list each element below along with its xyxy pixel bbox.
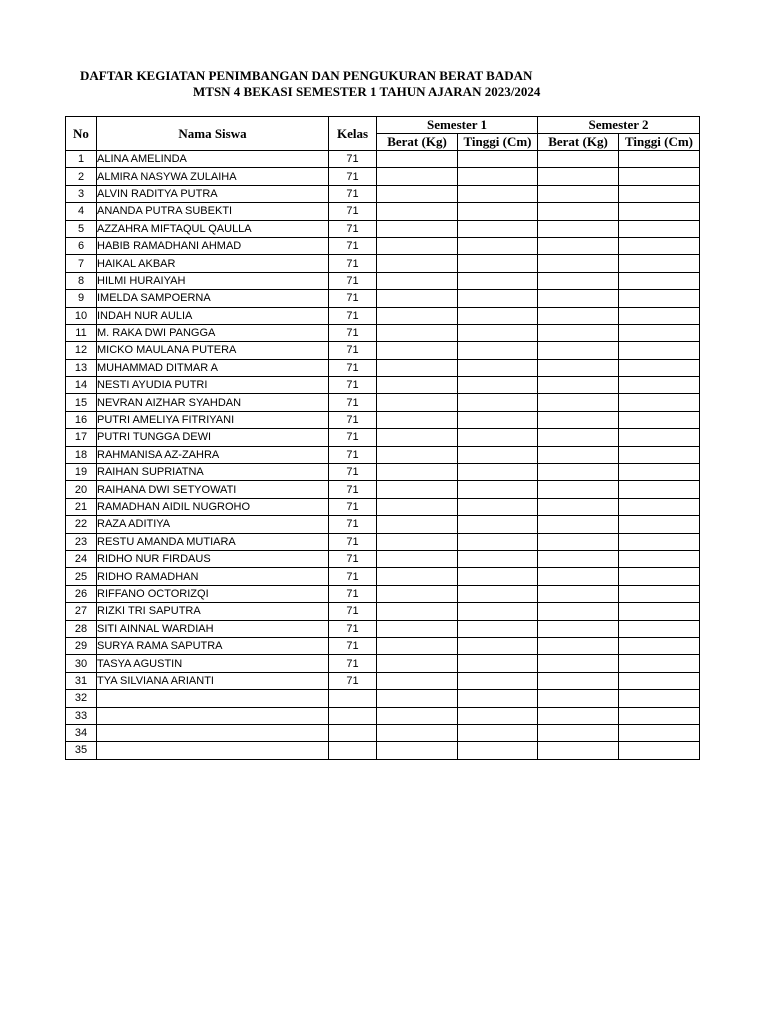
row-number: 26 — [66, 585, 97, 602]
student-name: INDAH NUR AULIA — [97, 307, 329, 324]
semester-2-height-cell — [619, 550, 700, 567]
class-value: 71 — [329, 394, 377, 411]
table-row — [66, 464, 700, 481]
semester-1-weight-cell — [377, 464, 458, 481]
semester-1-weight-cell — [377, 411, 458, 428]
semester-2-weight-cell — [538, 220, 619, 237]
semester-1-height-cell — [458, 272, 538, 289]
semester-2-height-cell — [619, 377, 700, 394]
class-value: 71 — [329, 429, 377, 446]
class-value: 71 — [329, 272, 377, 289]
table-row — [66, 724, 700, 741]
class-value: 71 — [329, 307, 377, 324]
semester-2-height-cell — [619, 637, 700, 654]
row-number: 35 — [66, 742, 97, 759]
student-name: RAZA ADITIYA — [97, 516, 329, 533]
semester-1-height-cell — [458, 220, 538, 237]
semester-2-height-cell — [619, 185, 700, 202]
semester-1-height-cell — [458, 255, 538, 272]
semester-1-weight-cell — [377, 724, 458, 741]
semester-1-height-cell — [458, 516, 538, 533]
semester-1-weight-cell — [377, 585, 458, 602]
class-value — [329, 742, 377, 759]
semester-1-height-cell — [458, 707, 538, 724]
table-row — [66, 359, 700, 376]
semester-2-weight-cell — [538, 324, 619, 341]
row-number: 14 — [66, 377, 97, 394]
row-number: 11 — [66, 324, 97, 341]
student-name: M. RAKA DWI PANGGA — [97, 324, 329, 341]
student-name: HAIKAL AKBAR — [97, 255, 329, 272]
semester-1-weight-cell — [377, 742, 458, 759]
row-number: 4 — [66, 203, 97, 220]
semester-2-weight-cell — [538, 255, 619, 272]
semester-2-height-cell — [619, 464, 700, 481]
semester-1-weight-cell — [377, 220, 458, 237]
student-name: SURYA RAMA SAPUTRA — [97, 637, 329, 654]
row-number: 17 — [66, 429, 97, 446]
student-name: MUHAMMAD DITMAR A — [97, 359, 329, 376]
semester-2-height-cell — [619, 707, 700, 724]
row-number: 18 — [66, 446, 97, 463]
class-value: 71 — [329, 655, 377, 672]
row-number: 23 — [66, 533, 97, 550]
class-value: 71 — [329, 498, 377, 515]
table-row — [66, 377, 700, 394]
semester-2-weight-cell — [538, 533, 619, 550]
semester-2-weight-cell — [538, 237, 619, 254]
table-row — [66, 290, 700, 307]
table-row — [66, 203, 700, 220]
header-kelas: Kelas — [329, 117, 377, 151]
table-row — [66, 498, 700, 515]
semester-1-height-cell — [458, 481, 538, 498]
semester-2-weight-cell — [538, 481, 619, 498]
table-row — [66, 394, 700, 411]
student-name — [97, 724, 329, 741]
class-value: 71 — [329, 255, 377, 272]
row-number: 2 — [66, 168, 97, 185]
student-name: RAIHANA DWI SETYOWATI — [97, 481, 329, 498]
row-number: 24 — [66, 550, 97, 567]
semester-1-height-cell — [458, 672, 538, 689]
row-number: 21 — [66, 498, 97, 515]
student-name: TASYA AGUSTIN — [97, 655, 329, 672]
row-number: 6 — [66, 237, 97, 254]
semester-1-height-cell — [458, 637, 538, 654]
header-s2-tinggi: Tinggi (Cm) — [619, 134, 700, 151]
semester-2-weight-cell — [538, 672, 619, 689]
semester-1-height-cell — [458, 307, 538, 324]
header-semester-2: Semester 2 — [538, 117, 700, 134]
semester-2-height-cell — [619, 672, 700, 689]
semester-2-height-cell — [619, 203, 700, 220]
semester-2-height-cell — [619, 168, 700, 185]
header-s1-berat: Berat (Kg) — [377, 134, 458, 151]
semester-2-weight-cell — [538, 707, 619, 724]
row-number: 30 — [66, 655, 97, 672]
semester-2-weight-cell — [538, 307, 619, 324]
header-no: No — [66, 117, 97, 151]
semester-2-weight-cell — [538, 637, 619, 654]
class-value: 71 — [329, 342, 377, 359]
row-number: 15 — [66, 394, 97, 411]
semester-1-height-cell — [458, 550, 538, 567]
semester-1-weight-cell — [377, 255, 458, 272]
semester-2-weight-cell — [538, 603, 619, 620]
row-number: 29 — [66, 637, 97, 654]
semester-2-weight-cell — [538, 550, 619, 567]
semester-2-height-cell — [619, 411, 700, 428]
table-row — [66, 707, 700, 724]
class-value: 71 — [329, 516, 377, 533]
class-value: 71 — [329, 151, 377, 168]
semester-1-weight-cell — [377, 429, 458, 446]
semester-1-height-cell — [458, 185, 538, 202]
table-row — [66, 342, 700, 359]
semester-1-weight-cell — [377, 655, 458, 672]
semester-1-weight-cell — [377, 446, 458, 463]
class-value: 71 — [329, 324, 377, 341]
class-value — [329, 707, 377, 724]
semester-2-weight-cell — [538, 168, 619, 185]
semester-1-weight-cell — [377, 637, 458, 654]
row-number: 13 — [66, 359, 97, 376]
student-name: HABIB RAMADHANI AHMAD — [97, 237, 329, 254]
table-row — [66, 533, 700, 550]
table-row — [66, 185, 700, 202]
semester-1-height-cell — [458, 394, 538, 411]
semester-1-weight-cell — [377, 550, 458, 567]
row-number: 16 — [66, 411, 97, 428]
table-row — [66, 603, 700, 620]
row-number: 31 — [66, 672, 97, 689]
semester-2-weight-cell — [538, 585, 619, 602]
table-row — [66, 255, 700, 272]
student-name: TYA SILVIANA ARIANTI — [97, 672, 329, 689]
semester-1-weight-cell — [377, 707, 458, 724]
student-name — [97, 707, 329, 724]
semester-2-weight-cell — [538, 272, 619, 289]
semester-1-height-cell — [458, 429, 538, 446]
semester-2-height-cell — [619, 568, 700, 585]
class-value: 71 — [329, 359, 377, 376]
class-value: 71 — [329, 237, 377, 254]
student-name: HILMI HURAIYAH — [97, 272, 329, 289]
semester-2-weight-cell — [538, 568, 619, 585]
row-number: 33 — [66, 707, 97, 724]
student-name: RIDHO RAMADHAN — [97, 568, 329, 585]
class-value: 71 — [329, 620, 377, 637]
semester-2-height-cell — [619, 237, 700, 254]
semester-1-weight-cell — [377, 359, 458, 376]
semester-2-weight-cell — [538, 359, 619, 376]
table-row — [66, 429, 700, 446]
semester-1-height-cell — [458, 620, 538, 637]
semester-2-height-cell — [619, 620, 700, 637]
class-value: 71 — [329, 290, 377, 307]
semester-1-weight-cell — [377, 290, 458, 307]
table-row — [66, 516, 700, 533]
semester-1-weight-cell — [377, 481, 458, 498]
class-value: 71 — [329, 446, 377, 463]
semester-2-weight-cell — [538, 342, 619, 359]
semester-2-weight-cell — [538, 203, 619, 220]
table-row — [66, 324, 700, 341]
class-value: 71 — [329, 220, 377, 237]
row-number: 12 — [66, 342, 97, 359]
semester-2-height-cell — [619, 690, 700, 707]
semester-2-height-cell — [619, 498, 700, 515]
student-name: RAIHAN SUPRIATNA — [97, 464, 329, 481]
document-subtitle: MTSN 4 BEKASI SEMESTER 1 TAHUN AJARAN 2023/2024 — [193, 84, 541, 99]
table-body — [66, 151, 700, 760]
semester-1-weight-cell — [377, 272, 458, 289]
table-row — [66, 620, 700, 637]
semester-1-height-cell — [458, 237, 538, 254]
semester-2-weight-cell — [538, 377, 619, 394]
semester-1-height-cell — [458, 342, 538, 359]
table-row — [66, 550, 700, 567]
student-name: PUTRI TUNGGA DEWI — [97, 429, 329, 446]
semester-1-weight-cell — [377, 533, 458, 550]
semester-1-height-cell — [458, 377, 538, 394]
row-number: 22 — [66, 516, 97, 533]
header-semester-1: Semester 1 — [377, 117, 538, 134]
semester-1-height-cell — [458, 168, 538, 185]
student-name: MICKO MAULANA PUTERA — [97, 342, 329, 359]
semester-2-weight-cell — [538, 290, 619, 307]
student-name: PUTRI AMELIYA FITRIYANI — [97, 411, 329, 428]
semester-1-height-cell — [458, 359, 538, 376]
class-value: 71 — [329, 603, 377, 620]
class-value: 71 — [329, 585, 377, 602]
class-value: 71 — [329, 185, 377, 202]
semester-2-height-cell — [619, 446, 700, 463]
semester-2-height-cell — [619, 324, 700, 341]
class-value: 71 — [329, 168, 377, 185]
semester-1-weight-cell — [377, 307, 458, 324]
semester-2-height-cell — [619, 516, 700, 533]
semester-2-height-cell — [619, 272, 700, 289]
semester-1-weight-cell — [377, 498, 458, 515]
semester-2-weight-cell — [538, 429, 619, 446]
student-name: RIFFANO OCTORIZQI — [97, 585, 329, 602]
table-row — [66, 411, 700, 428]
table-row — [66, 690, 700, 707]
student-name — [97, 742, 329, 759]
semester-1-weight-cell — [377, 168, 458, 185]
semester-2-weight-cell — [538, 394, 619, 411]
semester-2-height-cell — [619, 220, 700, 237]
semester-1-height-cell — [458, 568, 538, 585]
student-name: RIZKI TRI SAPUTRA — [97, 603, 329, 620]
semester-1-height-cell — [458, 655, 538, 672]
row-number: 25 — [66, 568, 97, 585]
semester-1-weight-cell — [377, 151, 458, 168]
semester-2-height-cell — [619, 533, 700, 550]
table-row — [66, 655, 700, 672]
student-name: NEVRAN AIZHAR SYAHDAN — [97, 394, 329, 411]
class-value: 71 — [329, 377, 377, 394]
semester-1-weight-cell — [377, 394, 458, 411]
semester-2-weight-cell — [538, 742, 619, 759]
semester-2-height-cell — [619, 481, 700, 498]
semester-2-height-cell — [619, 394, 700, 411]
semester-2-height-cell — [619, 307, 700, 324]
semester-1-height-cell — [458, 446, 538, 463]
semester-2-weight-cell — [538, 185, 619, 202]
row-number: 19 — [66, 464, 97, 481]
semester-2-height-cell — [619, 342, 700, 359]
student-name: RIDHO NUR FIRDAUS — [97, 550, 329, 567]
student-name: ALMIRA NASYWA ZULAIHA — [97, 168, 329, 185]
row-number: 5 — [66, 220, 97, 237]
student-name: NESTI AYUDIA PUTRI — [97, 377, 329, 394]
semester-1-height-cell — [458, 324, 538, 341]
semester-1-height-cell — [458, 690, 538, 707]
semester-2-height-cell — [619, 655, 700, 672]
header-s1-tinggi: Tinggi (Cm) — [458, 134, 538, 151]
row-number: 10 — [66, 307, 97, 324]
table-row — [66, 220, 700, 237]
row-number: 28 — [66, 620, 97, 637]
semester-1-weight-cell — [377, 342, 458, 359]
semester-2-weight-cell — [538, 446, 619, 463]
row-number: 9 — [66, 290, 97, 307]
student-name: SITI AINNAL WARDIAH — [97, 620, 329, 637]
semester-1-weight-cell — [377, 568, 458, 585]
semester-1-height-cell — [458, 464, 538, 481]
student-name: RESTU AMANDA MUTIARA — [97, 533, 329, 550]
semester-1-weight-cell — [377, 620, 458, 637]
table-row — [66, 151, 700, 168]
semester-2-weight-cell — [538, 498, 619, 515]
semester-2-weight-cell — [538, 690, 619, 707]
table-row — [66, 307, 700, 324]
semester-1-weight-cell — [377, 203, 458, 220]
table-row — [66, 481, 700, 498]
header-nama-siswa: Nama Siswa — [97, 117, 329, 151]
class-value: 71 — [329, 533, 377, 550]
semester-1-height-cell — [458, 585, 538, 602]
student-name: RAHMANISA AZ-ZAHRA — [97, 446, 329, 463]
document-title: DAFTAR KEGIATAN PENIMBANGAN DAN PENGUKURAN BERAT BADAN — [80, 68, 533, 83]
semester-1-height-cell — [458, 724, 538, 741]
table-row — [66, 585, 700, 602]
semester-2-weight-cell — [538, 151, 619, 168]
student-name: IMELDA SAMPOERNA — [97, 290, 329, 307]
class-value: 71 — [329, 481, 377, 498]
student-name: RAMADHAN AIDIL NUGROHO — [97, 498, 329, 515]
table-row — [66, 672, 700, 689]
semester-2-weight-cell — [538, 411, 619, 428]
class-value: 71 — [329, 568, 377, 585]
semester-2-height-cell — [619, 724, 700, 741]
semester-2-height-cell — [619, 585, 700, 602]
semester-1-weight-cell — [377, 690, 458, 707]
row-number: 20 — [66, 481, 97, 498]
semester-1-weight-cell — [377, 516, 458, 533]
table-row — [66, 742, 700, 759]
class-value: 71 — [329, 550, 377, 567]
semester-2-height-cell — [619, 290, 700, 307]
class-value: 71 — [329, 203, 377, 220]
semester-2-height-cell — [619, 742, 700, 759]
semester-1-weight-cell — [377, 324, 458, 341]
semester-1-height-cell — [458, 533, 538, 550]
semester-2-weight-cell — [538, 620, 619, 637]
class-value: 71 — [329, 411, 377, 428]
header-s2-berat: Berat (Kg) — [538, 134, 619, 151]
semester-1-weight-cell — [377, 672, 458, 689]
semester-1-weight-cell — [377, 603, 458, 620]
student-name: ALVIN RADITYA PUTRA — [97, 185, 329, 202]
semester-2-height-cell — [619, 151, 700, 168]
row-number: 34 — [66, 724, 97, 741]
class-value — [329, 690, 377, 707]
semester-1-height-cell — [458, 151, 538, 168]
table-row — [66, 568, 700, 585]
semester-1-weight-cell — [377, 237, 458, 254]
semester-1-height-cell — [458, 203, 538, 220]
semester-1-height-cell — [458, 498, 538, 515]
class-value: 71 — [329, 464, 377, 481]
semester-2-height-cell — [619, 603, 700, 620]
table-row — [66, 637, 700, 654]
student-measurement-table — [65, 116, 700, 760]
semester-2-height-cell — [619, 429, 700, 446]
student-name: ANANDA PUTRA SUBEKTI — [97, 203, 329, 220]
row-number: 7 — [66, 255, 97, 272]
student-name: AZZAHRA MIFTAQUL QAULLA — [97, 220, 329, 237]
row-number: 8 — [66, 272, 97, 289]
student-name — [97, 690, 329, 707]
row-number: 32 — [66, 690, 97, 707]
semester-2-weight-cell — [538, 516, 619, 533]
class-value: 71 — [329, 672, 377, 689]
semester-1-weight-cell — [377, 377, 458, 394]
semester-2-height-cell — [619, 255, 700, 272]
row-number: 3 — [66, 185, 97, 202]
table-row — [66, 237, 700, 254]
semester-1-height-cell — [458, 742, 538, 759]
table-row — [66, 446, 700, 463]
semester-2-weight-cell — [538, 724, 619, 741]
table-row — [66, 272, 700, 289]
row-number: 27 — [66, 603, 97, 620]
semester-1-height-cell — [458, 290, 538, 307]
semester-2-weight-cell — [538, 655, 619, 672]
semester-1-weight-cell — [377, 185, 458, 202]
semester-2-height-cell — [619, 359, 700, 376]
row-number: 1 — [66, 151, 97, 168]
class-value: 71 — [329, 637, 377, 654]
table-row — [66, 168, 700, 185]
semester-1-height-cell — [458, 603, 538, 620]
semester-2-weight-cell — [538, 464, 619, 481]
class-value — [329, 724, 377, 741]
student-name: ALINA AMELINDA — [97, 151, 329, 168]
semester-1-height-cell — [458, 411, 538, 428]
